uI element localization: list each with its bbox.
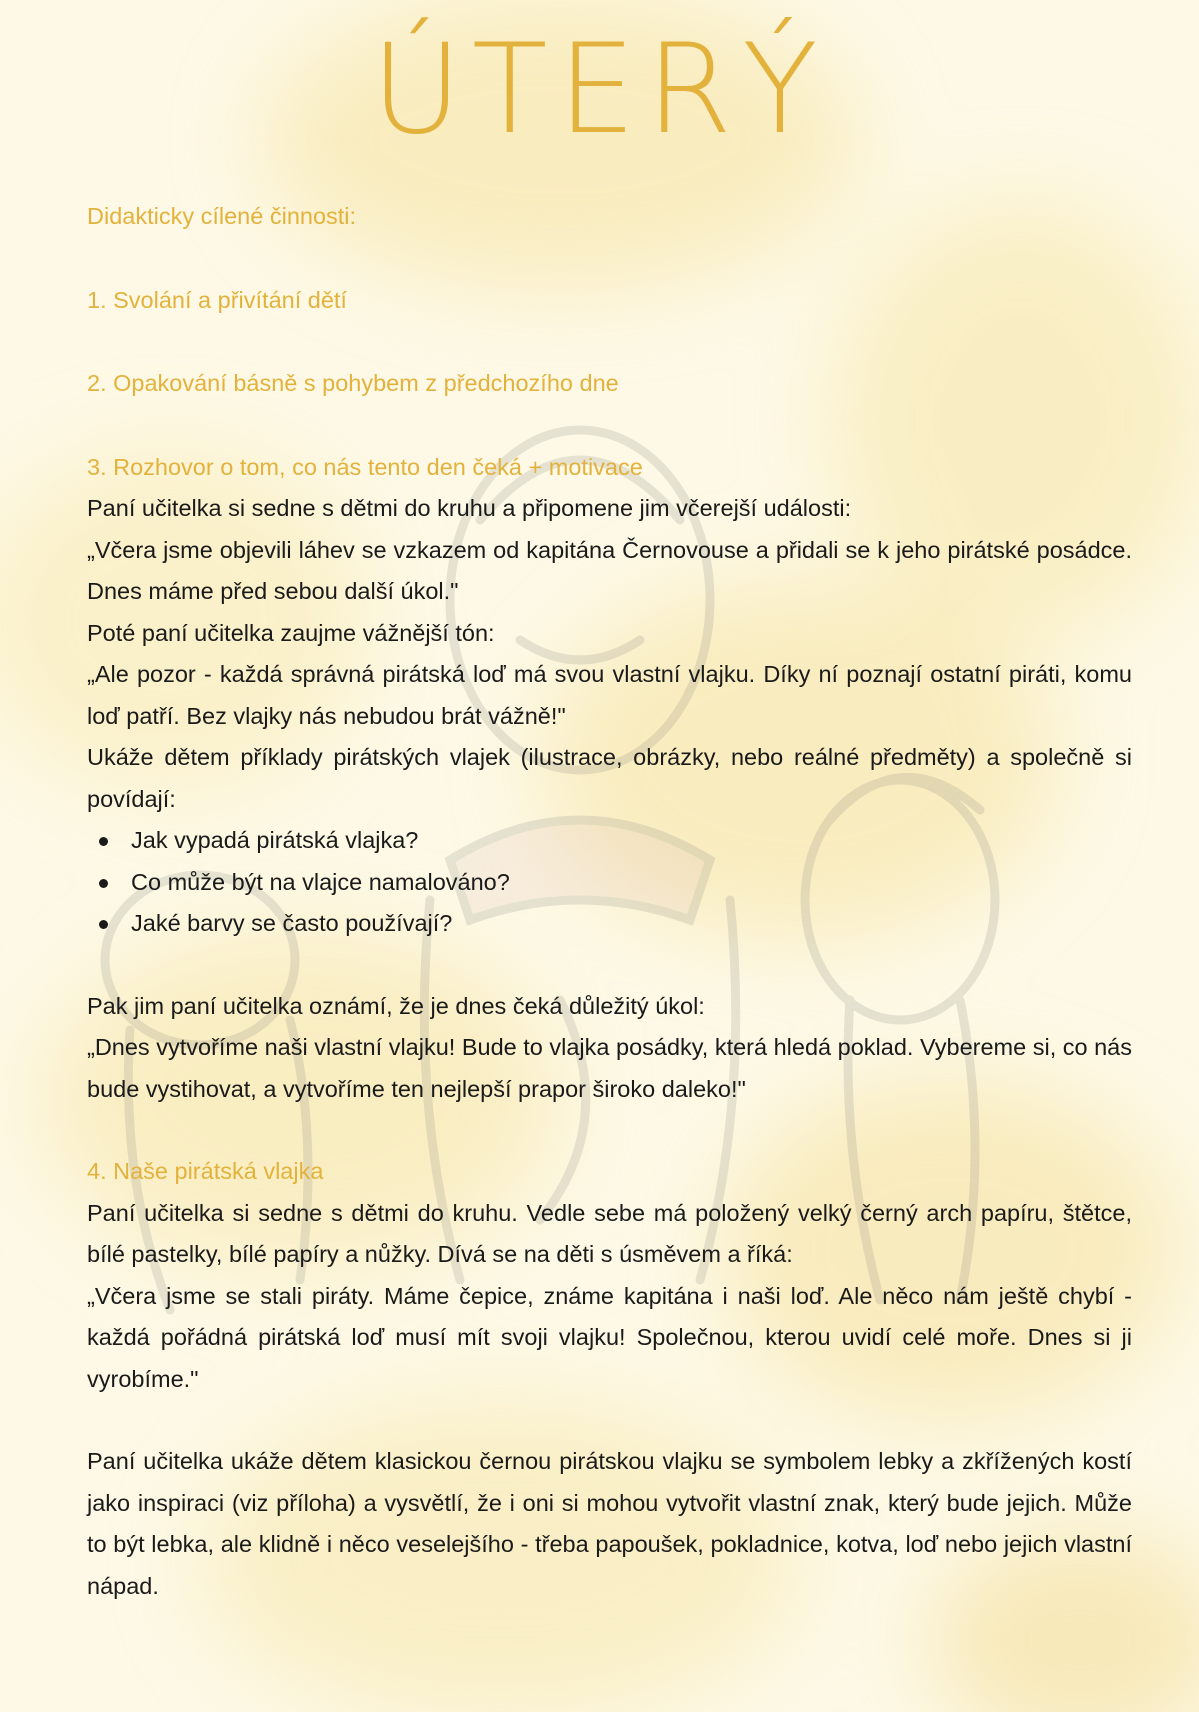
section-4-quote: „Včera jsme se stali piráty. Máme čepice, známe kapitána i naši loď. Ale něco nám ještě chybí - každá pořádná pirátská loď musí mít svoji vlajku! Společnou, kterou uvidí celé moře. Dnes si ji vyrobíme." (87, 1282, 1132, 1392)
list-item: Co může být na vlajce namalováno? (87, 862, 1132, 904)
page-title: ÚTERÝ (371, 18, 828, 162)
item-2-heading: 2. Opakování básně s pohybem z předchozího dne (87, 370, 619, 396)
list-item: Jak vypadá pirátská vlajka? (87, 820, 1132, 862)
section-3-heading: 3. Rozhovor o tom, co nás tento den čeká + motivace (87, 453, 643, 480)
section-4-paragraph: Paní učitelka si sedne s dětmi do kruhu. Vedle sebe má položený velký černý arch papíru, štětce, bílé pastelky, bílé papíry a nůžky. Dívá se na děti s úsměvem a říká: (87, 1199, 1132, 1267)
section-4-heading: 4. Naše pirátská vlajka (87, 1158, 324, 1184)
question-list (87, 820, 1132, 945)
list-item: Jaké barvy se často používají? (87, 903, 1132, 945)
section-3-paragraph: Ukáže dětem příklady pirátských vlajek (ilustrace, obrázky, nebo reálné předměty) a společně si povídají: (87, 744, 1132, 812)
intro-heading: Didakticky cílené činnosti: (87, 203, 357, 229)
section-4-paragraph: Paní učitelka ukáže dětem klasickou černou pirátskou vlajku se symbolem lebky a zkřížených kostí jako inspiraci (viz příloha) a vysvětlí, že i oni si mohou vytvořit vlastní znak, který bude jejich. Může to být lebka, ale klidně i něco veselejšího - třeba papoušek, pokladnice, kotva, loď nebo jejich vlastní nápad. (87, 1448, 1132, 1599)
section-3-quote: „Dnes vytvoříme naši vlastní vlajku! Bude to vlajka posádky, která hledá poklad. Vybereme si, co nás bude vystihovat, a vytvoříme ten nejlepší prapor široko daleko!" (87, 1034, 1132, 1102)
section-3-quote: „Ale pozor - každá správná pirátská loď má svou vlastní vlajku. Díky ní poznají ostatní piráti, komu loď patří. Bez vlajky nás nebudou brát vážně!" (87, 661, 1132, 729)
section-3-paragraph: Poté paní učitelka zaujme vážnější tón: (87, 619, 495, 646)
item-1-heading: 1. Svolání a přivítání dětí (87, 286, 347, 313)
section-3-paragraph: Pak jim paní učitelka oznámí, že je dnes čeká důležitý úkol: (87, 992, 705, 1019)
section-3-paragraph: Paní učitelka si sedne s dětmi do kruhu a připomene jim včerejší události: (87, 495, 852, 521)
document-body (87, 196, 1132, 1607)
section-3-quote: „Včera jsme objevili láhev se vzkazem od kapitána Černovouse a přidali se k jeho pirátské posádce. Dnes máme před sebou další úkol." (87, 536, 1132, 604)
